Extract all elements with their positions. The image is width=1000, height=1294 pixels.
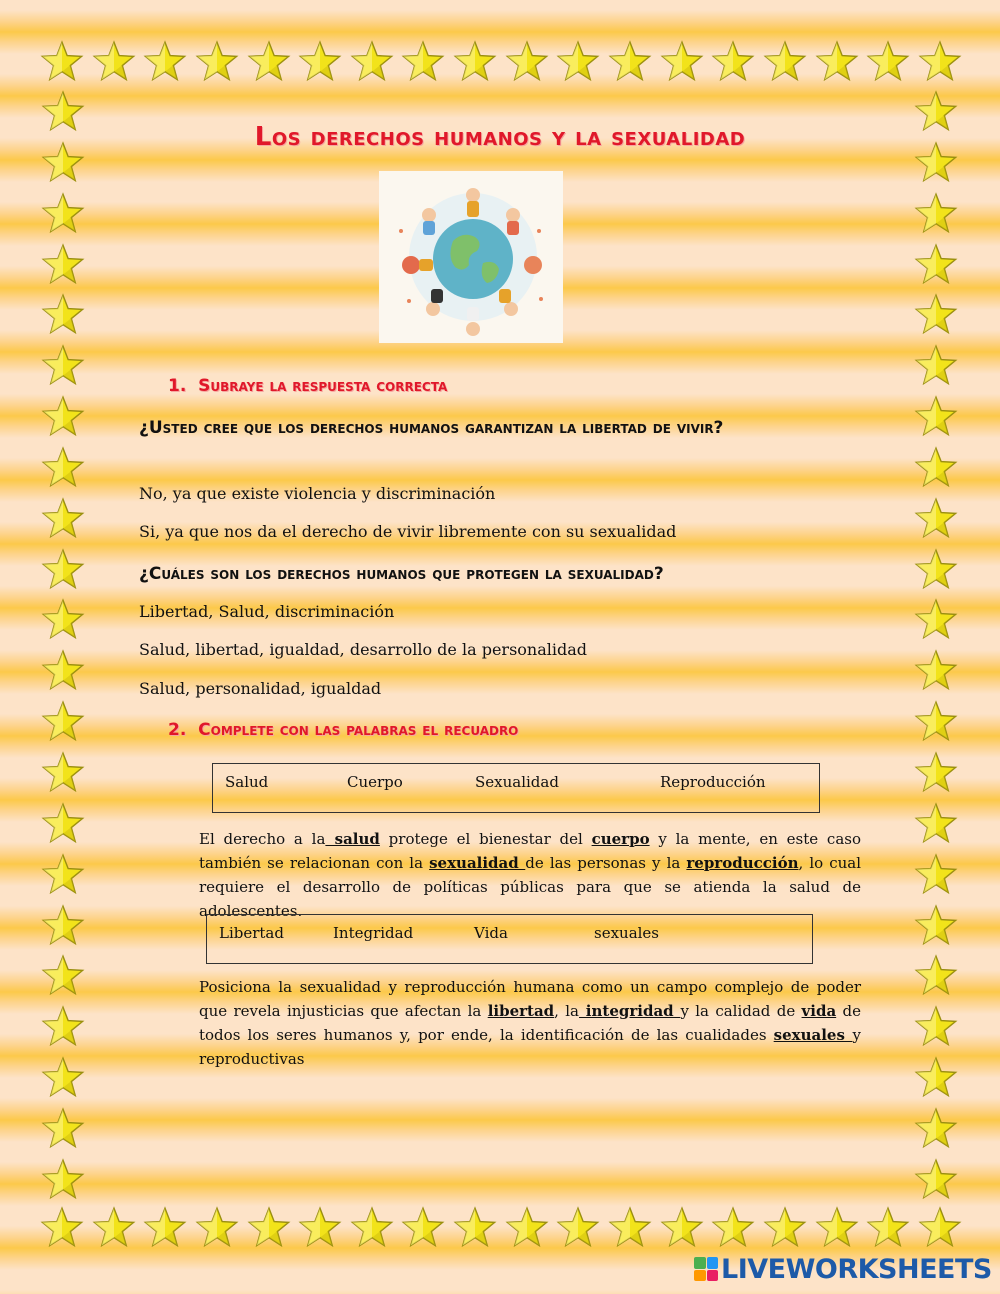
star-icon: [918, 1206, 962, 1250]
page-title: Los derechos humanos y la sexualidad: [254, 122, 746, 152]
blank-answer-salud[interactable]: salud: [325, 830, 380, 848]
star-icon: [247, 40, 291, 84]
star-icon: [914, 649, 958, 693]
star-icon: [660, 40, 704, 84]
liveworksheets-logo-icon: [694, 1257, 718, 1281]
star-icon: [401, 1206, 445, 1250]
star-icon: [92, 40, 136, 84]
section-1-label: Subraye la respuesta correcta: [198, 376, 448, 396]
paragraph-text: de todos los seres humanos y, por ende, la identificación de las cualidades: [199, 1002, 861, 1044]
star-icon: [505, 40, 549, 84]
question-2-option-3[interactable]: Salud, personalidad, igualdad: [139, 679, 382, 698]
blank-answer-vida[interactable]: vida: [801, 1002, 837, 1020]
star-icon: [914, 1056, 958, 1100]
star-icon: [815, 1206, 859, 1250]
star-border-right: [914, 90, 960, 1202]
star-icon: [247, 1206, 291, 1250]
word-box-1: [212, 763, 820, 813]
blank-answer-libertad[interactable]: libertad: [487, 1002, 555, 1020]
word-box-1-word: Sexualidad: [475, 773, 559, 791]
star-icon: [918, 40, 962, 84]
star-icon: [41, 598, 85, 642]
star-icon: [453, 40, 497, 84]
word-box-2-word: Libertad: [219, 924, 284, 942]
section-2-heading: [168, 720, 518, 740]
star-icon: [914, 344, 958, 388]
star-icon: [41, 751, 85, 795]
word-box-1-word: Salud: [225, 773, 269, 791]
star-icon: [143, 1206, 187, 1250]
star-icon: [914, 395, 958, 439]
paragraph-text: Posiciona la sexualidad y reproducción humana como un campo complejo de poder que revela injusticias que afectan la: [199, 978, 861, 1020]
star-icon: [41, 649, 85, 693]
question-1: ¿Usted cree que los derechos humanos garantizan la libertad de vivir?: [139, 418, 724, 438]
star-icon: [914, 548, 958, 592]
word-box-2-word: Vida: [474, 924, 508, 942]
word-box-1-word: Cuerpo: [347, 773, 403, 791]
star-border-left: [41, 90, 87, 1202]
star-icon: [195, 40, 239, 84]
paragraph-text: El derecho a la: [199, 830, 326, 848]
children-around-globe-illustration: [379, 171, 563, 343]
paragraph-text: y reproductivas: [199, 1026, 861, 1068]
blank-answer-integridad[interactable]: integridad: [579, 1002, 681, 1020]
blank-answer-sexualidad[interactable]: sexualidad: [429, 854, 526, 872]
blank-answer-cuerpo[interactable]: cuerpo: [591, 830, 650, 848]
section-2-number: 2.: [168, 720, 187, 740]
star-icon: [914, 751, 958, 795]
star-icon: [298, 40, 342, 84]
paragraph-text: , la: [554, 1002, 579, 1020]
section-2-label: Complete con las palabras el recuadro: [198, 720, 519, 740]
star-icon: [660, 1206, 704, 1250]
star-icon: [763, 40, 807, 84]
star-icon: [914, 904, 958, 948]
star-icon: [914, 497, 958, 541]
star-icon: [815, 40, 859, 84]
question-1-option-1[interactable]: No, ya que existe violencia y discriminación: [139, 484, 496, 503]
star-icon: [41, 395, 85, 439]
star-icon: [914, 853, 958, 897]
star-icon: [41, 954, 85, 998]
star-icon: [866, 1206, 910, 1250]
star-icon: [41, 802, 85, 846]
star-icon: [914, 1158, 958, 1202]
question-1-option-2[interactable]: Si, ya que nos da el derecho de vivir libremente con su sexualidad: [139, 522, 677, 541]
paragraph-text: de las personas y la: [525, 854, 687, 872]
question-2-option-1[interactable]: Libertad, Salud, discriminación: [139, 602, 395, 621]
fill-in-paragraph-1: [199, 827, 861, 923]
star-icon: [711, 1206, 755, 1250]
star-icon: [914, 243, 958, 287]
word-box-2: [206, 914, 813, 964]
star-icon: [41, 192, 85, 236]
star-icon: [350, 1206, 394, 1250]
star-icon: [41, 344, 85, 388]
star-icon: [453, 1206, 497, 1250]
star-icon: [41, 243, 85, 287]
blank-answer-sexuales[interactable]: sexuales: [773, 1026, 853, 1044]
paragraph-text: , lo cual requiere el desarrollo de políticas públicas para que se atienda la salud de adolescentes.: [199, 854, 862, 920]
star-icon: [914, 1107, 958, 1151]
question-2: ¿Cuáles son los derechos humanos que protegen la sexualidad?: [139, 564, 664, 584]
star-border-top: [40, 40, 962, 86]
star-icon: [41, 1056, 85, 1100]
star-icon: [143, 40, 187, 84]
star-icon: [92, 1206, 136, 1250]
star-icon: [914, 954, 958, 998]
liveworksheets-brand[interactable]: [694, 1254, 992, 1284]
star-icon: [763, 1206, 807, 1250]
star-icon: [556, 1206, 600, 1250]
brand-name: LIVEWORKSHEETS: [721, 1253, 992, 1285]
star-icon: [41, 446, 85, 490]
star-icon: [608, 40, 652, 84]
star-border-bottom: [40, 1206, 962, 1252]
star-icon: [711, 40, 755, 84]
star-icon: [914, 1005, 958, 1049]
word-box-1-word: Reproducción: [660, 773, 766, 791]
star-icon: [914, 293, 958, 337]
star-icon: [41, 497, 85, 541]
star-icon: [40, 40, 84, 84]
star-icon: [41, 853, 85, 897]
star-icon: [914, 700, 958, 744]
star-icon: [608, 1206, 652, 1250]
paragraph-text: y la mente, en este caso también se relacionan con la: [199, 830, 861, 872]
fill-in-paragraph-2: [199, 975, 861, 1071]
star-icon: [41, 1005, 85, 1049]
star-icon: [914, 598, 958, 642]
star-icon: [41, 548, 85, 592]
star-icon: [914, 446, 958, 490]
star-icon: [40, 1206, 84, 1250]
star-icon: [556, 40, 600, 84]
star-icon: [866, 40, 910, 84]
star-icon: [41, 293, 85, 337]
star-icon: [505, 1206, 549, 1250]
section-1-heading: [168, 376, 447, 396]
star-icon: [41, 1107, 85, 1151]
star-icon: [41, 1158, 85, 1202]
word-box-2-word: sexuales: [594, 924, 660, 942]
star-icon: [195, 1206, 239, 1250]
paragraph-text: protege el bienestar del: [379, 830, 592, 848]
star-icon: [298, 1206, 342, 1250]
word-box-2-word: Integridad: [333, 924, 414, 942]
star-icon: [914, 802, 958, 846]
star-icon: [914, 192, 958, 236]
question-2-option-2[interactable]: Salud, libertad, igualdad, desarrollo de la personalidad: [139, 640, 588, 659]
star-icon: [350, 40, 394, 84]
blank-answer-reproduccion[interactable]: reproducción: [686, 854, 799, 872]
star-icon: [401, 40, 445, 84]
section-1-number: 1.: [168, 376, 187, 396]
paragraph-text: y la calidad de: [680, 1002, 802, 1020]
star-icon: [41, 904, 85, 948]
star-icon: [41, 700, 85, 744]
